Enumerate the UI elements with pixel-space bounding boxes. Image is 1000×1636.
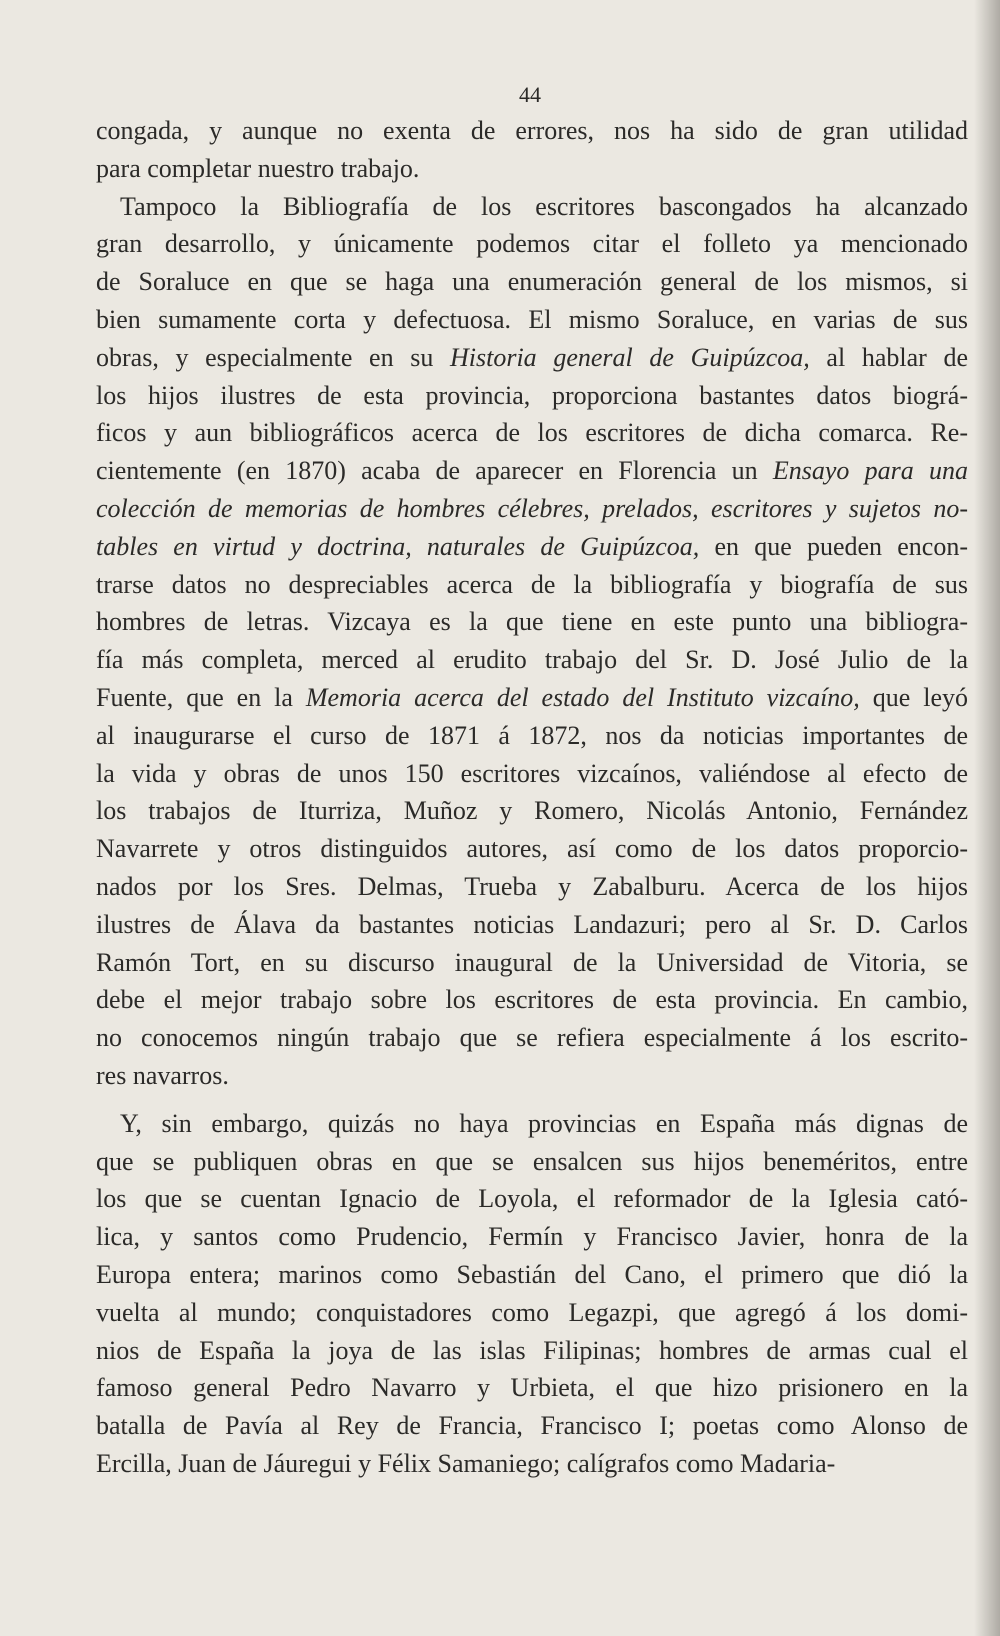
text-line: de Soraluce en que se haga una enumeración general de los mismos, si xyxy=(96,267,968,297)
text-segment: al hablar de xyxy=(809,342,968,372)
text-line: ficos y aun bibliográficos acerca de los escritores de dicha comarca. Re- xyxy=(96,418,968,448)
text-segment: cientemente (en 1870) acaba de aparecer en Florencia un xyxy=(96,456,773,486)
text-segment: obras, y especialmente en su xyxy=(96,342,450,372)
paragraph-3 xyxy=(96,1105,968,1483)
text-line: Europa entera; marinos como Sebastián del Cano, el primero que dió la xyxy=(96,1259,968,1289)
text-line: Y, sin embargo, quizás no haya provincias en España más dignas de xyxy=(120,1108,968,1138)
paragraph-1 xyxy=(96,112,968,188)
text-line: los hijos ilustres de esta provincia, proporciona bastantes datos biográ- xyxy=(96,380,968,410)
text-line: trarse datos no despreciables acerca de la bibliografía y biografía de sus xyxy=(96,569,968,599)
text-line: debe el mejor trabajo sobre los escritores de esta provincia. En cambio, xyxy=(96,985,968,1015)
text-line: famoso general Pedro Navarro y Urbieta, el que hizo prisionero en la xyxy=(96,1373,968,1403)
text-line: Ercilla, Juan de Jáuregui y Félix Samaniego; calígrafos como Madaria- xyxy=(96,1448,836,1478)
text-line: ilustres de Álava da bastantes noticias Landazuri; pero al Sr. D. Carlos xyxy=(96,909,968,939)
text-line: los trabajos de Iturriza, Muñoz y Romero, Nicolás Antonio, Fernández xyxy=(96,796,968,826)
paragraph-2 xyxy=(96,188,968,1095)
text-line: lica, y santos como Prudencio, Fermín y Francisco Javier, honra de la xyxy=(96,1222,968,1252)
text-line: Ramón Tort, en su discurso inaugural de la Universidad de Vitoria, se xyxy=(96,947,968,977)
text-segment: Fuente, que en la xyxy=(96,682,306,712)
text-line: que se publiquen obras en que se ensalcen sus hijos beneméritos, entre xyxy=(96,1146,968,1176)
italic-title: colección de memorias de hombres célebres, prelados, escritores y sujetos no- xyxy=(96,493,968,523)
text-line: res navarros. xyxy=(96,1060,229,1090)
text-line: fía más completa, merced al erudito trabajo del Sr. D. José Julio de la xyxy=(96,645,968,675)
text-line: la vida y obras de unos 150 escritores vizcaínos, valiéndose al efecto de xyxy=(96,758,968,788)
text-line: los que se cuentan Ignacio de Loyola, el reformador de la Iglesia cató- xyxy=(96,1184,968,1214)
text-line: al inaugurarse el curso de 1871 á 1872, nos da noticias importantes de xyxy=(96,720,968,750)
text-line: congada, y aunque no exenta de errores, nos ha sido de gran utilidad xyxy=(96,116,968,145)
page-edge-shadow xyxy=(974,0,1000,1636)
italic-title: Historia general de Guipúzcoa, xyxy=(450,342,810,372)
text-line xyxy=(96,339,968,377)
body-text xyxy=(96,112,968,1483)
text-line: nados por los Sres. Delmas, Trueba y Zabalburu. Acerca de los hijos xyxy=(96,871,968,901)
text-line: nios de España la joya de las islas Filipinas; hombres de armas cual el xyxy=(96,1335,968,1365)
text-line xyxy=(96,679,968,717)
text-line: vuelta al mundo; conquistadores como Legazpi, que agregó á los domi- xyxy=(96,1297,968,1327)
text-line: gran desarrollo, y únicamente podemos citar el folleto ya mencionado xyxy=(96,229,968,259)
text-line xyxy=(96,528,968,566)
italic-title: Ensayo para una xyxy=(772,456,968,486)
italic-title: Memoria acerca del estado del Instituto vizcaíno, xyxy=(305,682,860,712)
text-line: batalla de Pavía al Rey de Francia, Francisco I; poetas como Alonso de xyxy=(96,1411,968,1441)
text-line xyxy=(96,452,968,490)
italic-title: tables en virtud y doctrina, naturales de Guipúzcoa, xyxy=(96,531,700,561)
text-segment: que leyó xyxy=(859,682,968,712)
text-line: Navarrete y otros distinguidos autores, así como de los datos proporcio- xyxy=(96,834,968,864)
text-line xyxy=(96,490,968,528)
text-line: no conocemos ningún trabajo que se refiera especialmente á los escrito- xyxy=(96,1023,968,1053)
text-line: bien sumamente corta y defectuosa. El mismo Soraluce, en varias de sus xyxy=(96,304,968,334)
text-segment: en que pueden encon- xyxy=(699,531,968,561)
page-number: 44 xyxy=(519,82,541,107)
text-line: hombres de letras. Vizcaya es la que tiene en este punto una bibliogra- xyxy=(96,607,968,637)
text-line: Tampoco la Bibliografía de los escritores bascongados ha alcanzado xyxy=(120,191,968,221)
text-line: para completar nuestro trabajo. xyxy=(96,153,420,183)
